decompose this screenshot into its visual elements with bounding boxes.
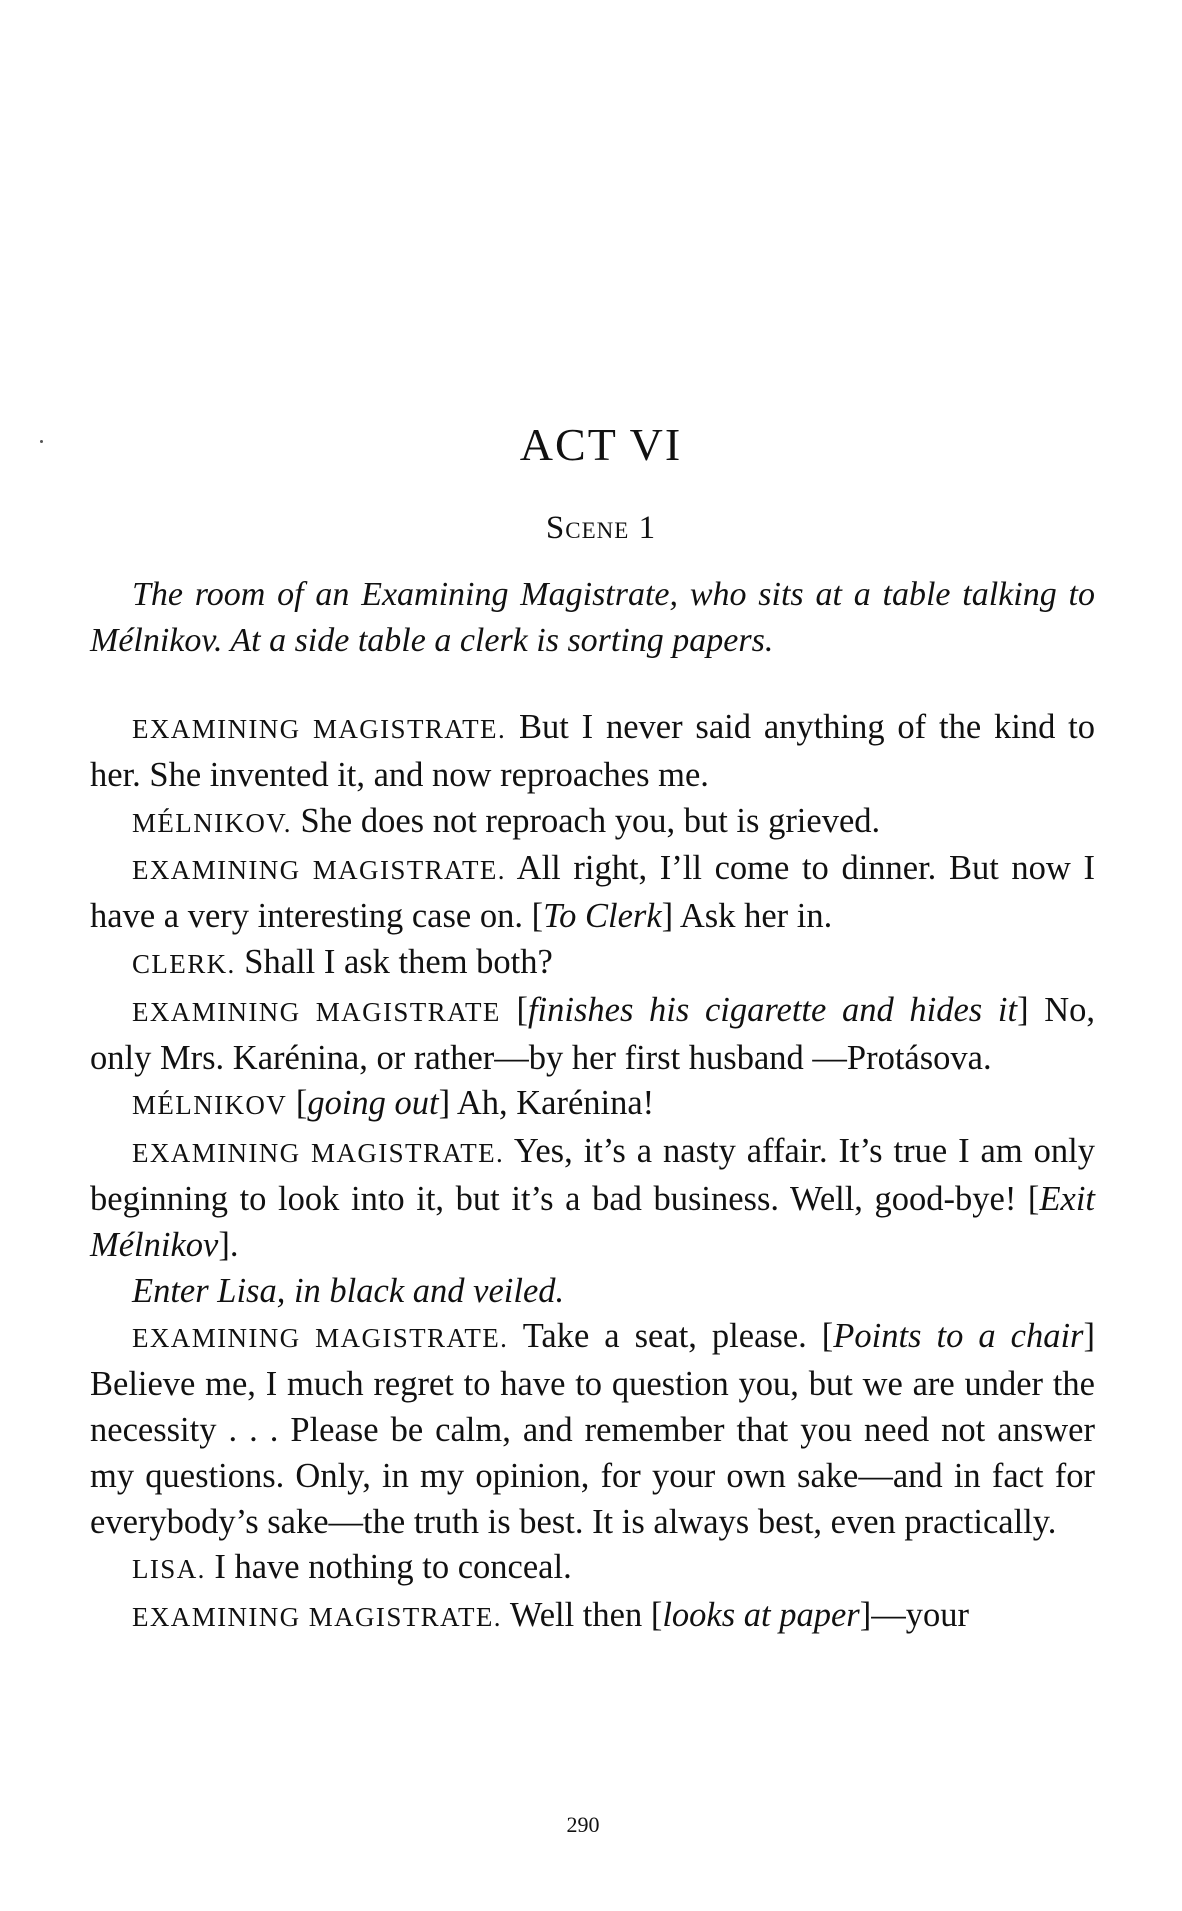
opening-stage-direction: The room of an Examining Magistrate, who sits at a table talking to Mélnikov. At a side table a clerk is sorting papers. [90, 576, 1095, 659]
stage-direction-inline: Points to a chair [833, 1317, 1084, 1356]
speaker-name: EXAMINING MAGISTRATE. [132, 1602, 502, 1633]
stage-direction-inline: looks at paper [662, 1596, 860, 1635]
dialogue-paragraph [90, 988, 1095, 1082]
stage-direction-inline: going out [307, 1084, 439, 1123]
speech-text: [ [500, 990, 528, 1029]
stage-direction-inline: Exit Mélnikov [90, 1179, 1095, 1264]
speech-text: She does not reproach you, but is grieved. [291, 801, 881, 840]
dialogue-paragraph [90, 1593, 1095, 1641]
scene-word: Scene [545, 510, 630, 546]
speaker-name: EXAMINING MAGISTRATE [132, 996, 501, 1027]
dialogue-paragraph [90, 1081, 1095, 1129]
speaker-name: MÉLNIKOV [132, 1090, 288, 1121]
speech-text: Shall I ask them both? [235, 942, 553, 981]
dialogue-paragraph [90, 1129, 1095, 1268]
stage-direction-inline: finishes his cigarette and hides it [527, 990, 1018, 1029]
speech-text-continued: ] Believe me, I much regret to have to question you, but we are under the necessity . . . Please be calm, and remember that you need not answer my questions. Only, in my opinion, for your own sake—and in fact for everybody’s sake—the truth is best. It is always best, even practically. [90, 1317, 1095, 1541]
stage-direction-paragraph: Enter Lisa, in black and veiled. [132, 1271, 565, 1310]
speech-text: Yes, it’s a nasty affair. It’s true I am only beginning to look into it, but it’s a bad business. Well, good-bye! [ [90, 1132, 1095, 1218]
speaker-name: EXAMINING MAGISTRATE. [132, 855, 506, 886]
speaker-name: EXAMINING MAGISTRATE. [132, 714, 507, 744]
speech-text: Take a seat, please. [ [508, 1317, 834, 1356]
dialogue-paragraph [90, 1314, 1095, 1545]
act-heading: ACT VI [519, 419, 683, 470]
speech-text: [ [287, 1084, 308, 1123]
speech-text: All right, I’ll come to dinner. But now I have a very interesting case on. [ [90, 849, 1095, 936]
speech-text-continued: ] Ask her in. [661, 897, 833, 936]
scene-number: 1 [638, 510, 657, 546]
dialogue-paragraph [90, 846, 1095, 940]
speech-text: But I never said anything of the kind to her. She invented it, and now reproaches me. [90, 708, 1095, 794]
speaker-name: EXAMINING MAGISTRATE. [132, 1323, 509, 1354]
dialogue-paragraph [90, 1545, 1095, 1593]
speech-text: Well then [ [501, 1596, 663, 1635]
speech-text-continued: ] No, only Mrs. Karénina, or rather—by her first husband —Protásova. [90, 990, 1096, 1077]
dialogue-paragraph [90, 940, 1095, 988]
dialogue-paragraph [90, 799, 1095, 847]
page-number: 290 [566, 1812, 600, 1837]
speech-text: I have nothing to conceal. [205, 1548, 572, 1587]
stage-direction-inline: To Clerk [543, 897, 662, 936]
speech-text-continued: ] Ah, Karénina! [438, 1084, 655, 1123]
speech-text-continued: ]. [218, 1225, 239, 1264]
dialogue-paragraph [90, 705, 1095, 799]
speaker-name: MÉLNIKOV. [132, 807, 292, 838]
scene-heading [10, 510, 1182, 547]
dialogue-body [90, 705, 1095, 1641]
speaker-name: LISA. [132, 1554, 206, 1585]
speech-text-continued: ]—your [859, 1596, 969, 1635]
speaker-name: CLERK. [132, 948, 236, 979]
speaker-name: EXAMINING MAGISTRATE. [132, 1138, 505, 1169]
